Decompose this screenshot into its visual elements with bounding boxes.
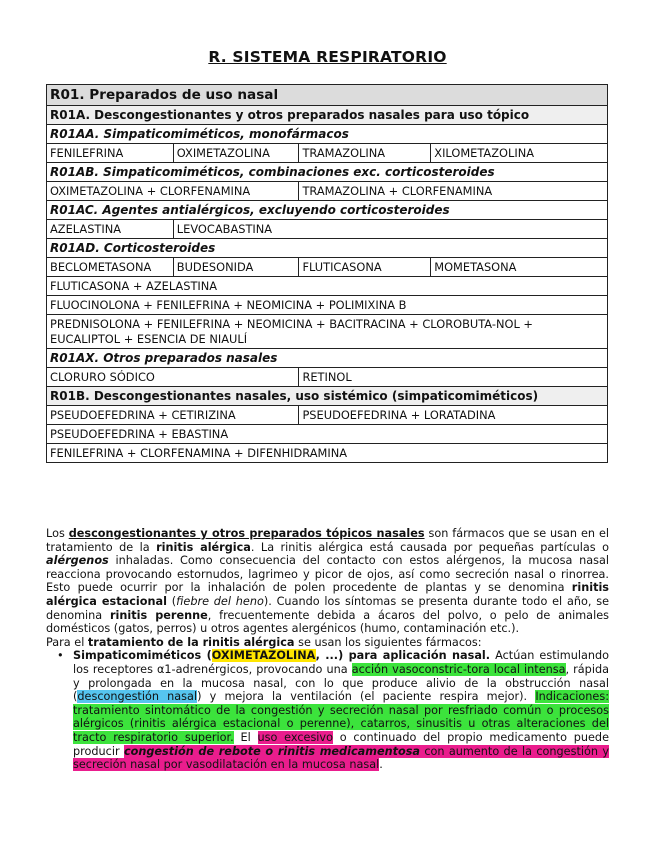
drug-cell: FENILEFRINA: [47, 144, 174, 163]
drug-cell: LEVOCABASTINA: [173, 220, 607, 239]
green-highlight: acción vasoconstric-tora local intensa: [351, 662, 566, 676]
drug-cell: PSEUDOEFEDRINA + LORATADINA: [299, 406, 608, 425]
green-highlight: Indicaciones: tratamiento sintomático de la congestión y secreción nasal por resfriado común o procesos alérgicos (rinitis alérgica estacional o perenne), catarros, sinusitis u otras alteraciones del tracto respiratorio superior.: [73, 690, 610, 744]
section-header-r01b: R01B. Descongestionantes nasales, uso sistémico (simpaticomiméticos): [47, 387, 608, 406]
body-text: [46, 527, 609, 772]
section-header-r01: R01. Preparados de uso nasal: [47, 85, 608, 106]
drug-cell: BECLOMETASONA: [47, 258, 174, 277]
highlighted-term: rinitis alérgica estacional: [46, 581, 609, 608]
drug-cell: PREDNISOLONA + FENILEFRINA + NEOMICINA + BACITRACINA + CLOROBUTA-NOL + EUCALIPTOL + ESENCIA DE NIAULÍ: [47, 315, 608, 349]
blue-highlight: descongestión nasal: [77, 690, 198, 704]
drug-cell: FLUTICASONA + AZELASTINA: [47, 277, 608, 296]
highlighted-term: rinitis perenne: [109, 608, 208, 622]
highlighted-term: alérgenos: [46, 554, 109, 568]
yellow-highlight: OXIMETAZOLINA: [211, 649, 316, 663]
drug-cell: FENILEFRINA + CLORFENAMINA + DIFENHIDRAMINA: [47, 444, 608, 463]
drug-cell: RETINOL: [299, 368, 608, 387]
drug-cell: BUDESONIDA: [173, 258, 299, 277]
page-title: R. SISTEMA RESPIRATORIO: [208, 48, 447, 66]
section-header-r01a: R01A. Descongestionantes y otros preparados nasales para uso tópico: [47, 106, 608, 125]
treatment-list: [46, 649, 609, 771]
subgroup-header-r01ac: R01AC. Agentes antialérgicos, excluyendo corticosteroides: [47, 201, 608, 220]
intro-paragraph: Los descongestionantes y otros preparados tópicos nasales son fármacos que se usan en el tratamiento de la rinitis alérgica. La rinitis alérgica está causada por pequeñas partículas o alérgenos inhaladas. Como consecuencia del contacto con estos alérgenos, la mucosa nasal reacciona provocando estornudos, lagrimeo y picor de ojos, así como secreción nasal o rinorrea. Esto puede ocurrir por la inhalación de polen procedente de plantas y se denomina rinitis alérgica estacional (fiebre del heno). Cuando los síntomas se presenta durante todo el año, se denomina rinitis perenne, frecuentemente debida a ácaros del polvo, o pelo de animales domésticos (gatos, perros) u otros agentes alergénicos (humo, contaminación etc.).: [46, 527, 610, 636]
drug-cell: PSEUDOEFEDRINA + EBASTINA: [47, 425, 608, 444]
highlighted-term: descongestionantes y otros preparados tópicos nasales: [68, 527, 425, 540]
drug-cell: FLUOCINOLONA + FENILEFRINA + NEOMICINA + POLIMIXINA B: [47, 296, 608, 315]
subgroup-header-r01ax: R01AX. Otros preparados nasales: [47, 349, 608, 368]
magenta-highlight: congestión de rebote o rinitis medicamentosa: [123, 744, 420, 758]
drug-cell: TRAMAZOLINA + CLORFENAMINA: [299, 182, 608, 201]
drug-cell: OXIMETAZOLINA + CLORFENAMINA: [47, 182, 299, 201]
drug-cell: CLORURO SÓDICO: [47, 368, 299, 387]
drug-cell: FLUTICASONA: [299, 258, 431, 277]
magenta-highlight: uso excesivo: [257, 730, 333, 744]
drug-cell: AZELASTINA: [47, 220, 174, 239]
drug-cell: PSEUDOEFEDRINA + CETIRIZINA: [47, 406, 299, 425]
subgroup-header-r01aa: R01AA. Simpaticomiméticos, monofármacos: [47, 125, 608, 144]
treatment-paragraph: Para el tratamiento de la rinitis alérgica se usan los siguientes fármacos:: [46, 635, 482, 649]
subgroup-header-r01ab: R01AB. Simpaticomiméticos, combinaciones exc. corticosteroides: [47, 163, 608, 182]
drug-cell: TRAMAZOLINA: [299, 144, 431, 163]
magenta-highlight: con aumento de la congestión y secreción nasal por vasodilatación en la mucosa nasal: [73, 744, 609, 772]
drug-cell: MOMETASONA: [431, 258, 608, 277]
subgroup-header-r01ad: R01AD. Corticosteroides: [47, 239, 608, 258]
highlighted-term: rinitis alérgica: [156, 540, 251, 554]
drug-cell: OXIMETAZOLINA: [173, 144, 299, 163]
list-item: • Simpaticomiméticos (OXIMETAZOLINA, ...) para aplicación nasal. Actúan estimulando los receptores α1-adrenérgicos, provocando una acción vasoconstric-tora local intensa, rápida y prolongada en la mucosa nasal, con lo que produce alivio de la obstrucción nasal (descongestión nasal) y mejora la ventilación (el paciente respira mejor). Indicaciones: tratamiento sintomático de la congestión y secreción nasal por resfriado común o procesos alérgicos (rinitis alérgica estacional o perenne), catarros, sinusitis u otras alteraciones del tracto respiratorio superior. El uso excesivo o continuado del propio medicamento puede producir congestión de rebote o rinitis medicamentosa con aumento de la congestión y secreción nasal por vasodilatación en la mucosa nasal.: [73, 649, 609, 771]
drug-classification-table: [46, 84, 608, 463]
drug-cell: XILOMETAZOLINA: [431, 144, 608, 163]
